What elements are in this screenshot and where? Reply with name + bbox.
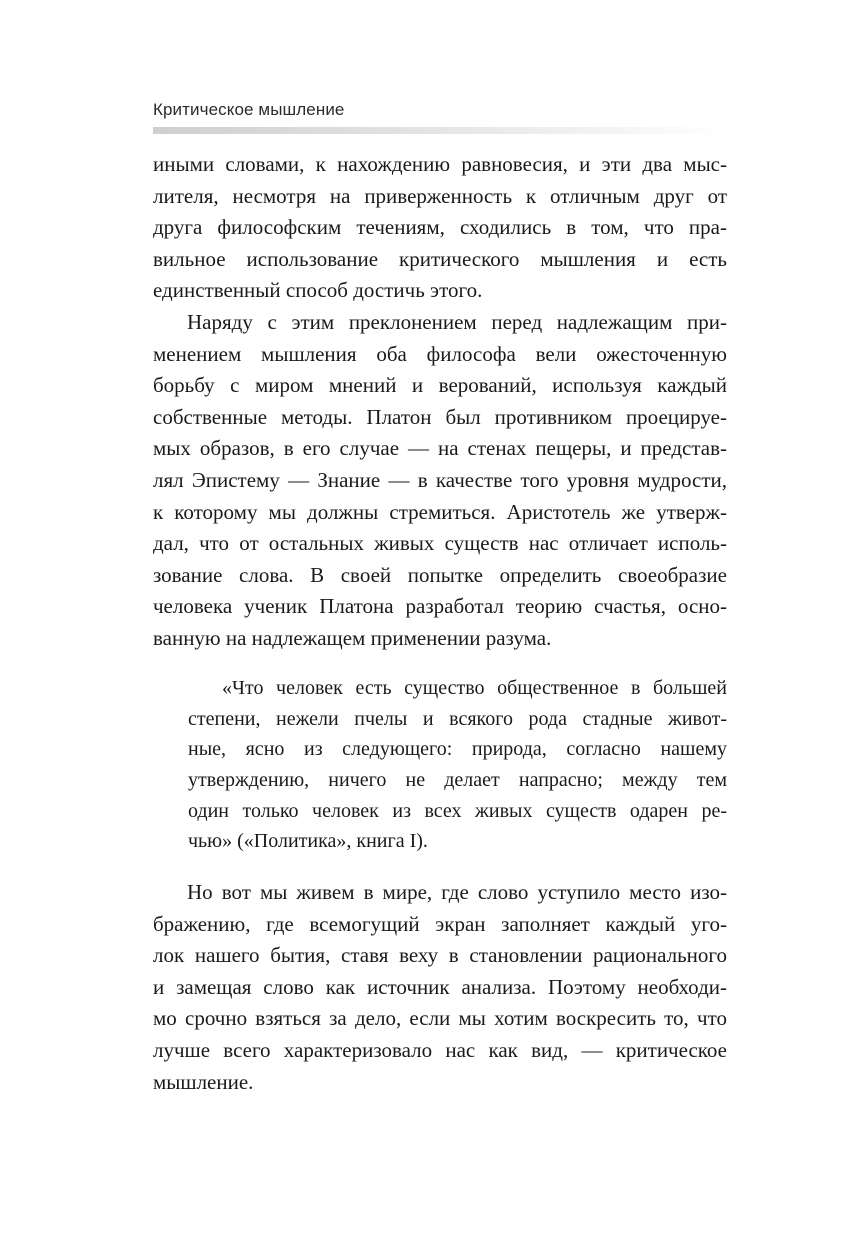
text-line: ванную на надлежащем применении разума. (153, 625, 552, 650)
text-line: единственный способ достичь этого. (153, 278, 483, 303)
quote-line: «Что человек есть существо общественное в большей (222, 677, 727, 699)
quote-line: утверждению, ничего не делает напрасно; между тем (188, 769, 727, 792)
text-line: лителя, несмотря на приверженность к отличным друг от (153, 183, 727, 208)
text-line: лок нашего бытия, ставя веху в становлении рационального (153, 943, 727, 968)
text-line: лучше всего характеризовало нас как вид, — критическое (153, 1037, 727, 1062)
header-rule (153, 127, 725, 134)
text-line: борьбу с миром мнений и верований, используя каждый (153, 373, 727, 398)
paragraph-1-and-2 (153, 149, 727, 655)
text-line: зование слова. В своей попытке определить своеобразие (153, 562, 727, 587)
text-line: лял Эпистему — Знание — в качестве того уровня мудрости, (153, 467, 727, 492)
text-line: к которому мы должны стремиться. Аристотель же утверж- (153, 499, 727, 524)
paragraph-3 (153, 877, 727, 1098)
quote-line: чью» («Политика», книга I). (188, 830, 428, 853)
quote-line: ные, ясно из следующего: природа, согласно нашему (188, 738, 727, 761)
text-line: мых образов, в его случае — на стенах пещеры, и представ- (153, 436, 727, 461)
text-line: Наряду с этим преклонением перед надлежащим при- (187, 309, 727, 334)
text-line: мышление. (153, 1069, 254, 1094)
text-line: иными словами, к нахождению равновесия, и эти два мыс- (153, 152, 727, 176)
text-line: бражению, где всемогущий экран заполняет каждый уго- (153, 911, 727, 936)
text-line: Но вот мы живем в мире, где слово уступило место изо- (187, 880, 727, 904)
text-line: мо срочно взяться за дело, если мы хотим воскресить то, что (153, 1006, 727, 1031)
text-line: дал, что от остальных живых существ нас отличает исполь- (153, 531, 727, 556)
quote-line: степени, нежели пчелы и всякого рода стадные живот- (188, 707, 727, 730)
text-line: вильное использование критического мышления и есть (153, 246, 727, 271)
running-head-title: Критическое мышление (153, 100, 345, 119)
text-line: друга философским течениям, сходились в том, что пра- (153, 215, 727, 240)
text-line: менением мышления оба философа вели ожесточенную (153, 341, 727, 366)
block-quote (188, 673, 727, 857)
text-line: человека ученик Платона разработал теорию счастья, осно- (153, 594, 727, 619)
text-line: и замещая слово как источник анализа. Поэтому необходи- (153, 974, 727, 999)
quote-line: один только человек из всех живых существ одарен ре- (188, 799, 727, 822)
text-line: собственные методы. Платон был противником проецируе- (153, 404, 727, 429)
